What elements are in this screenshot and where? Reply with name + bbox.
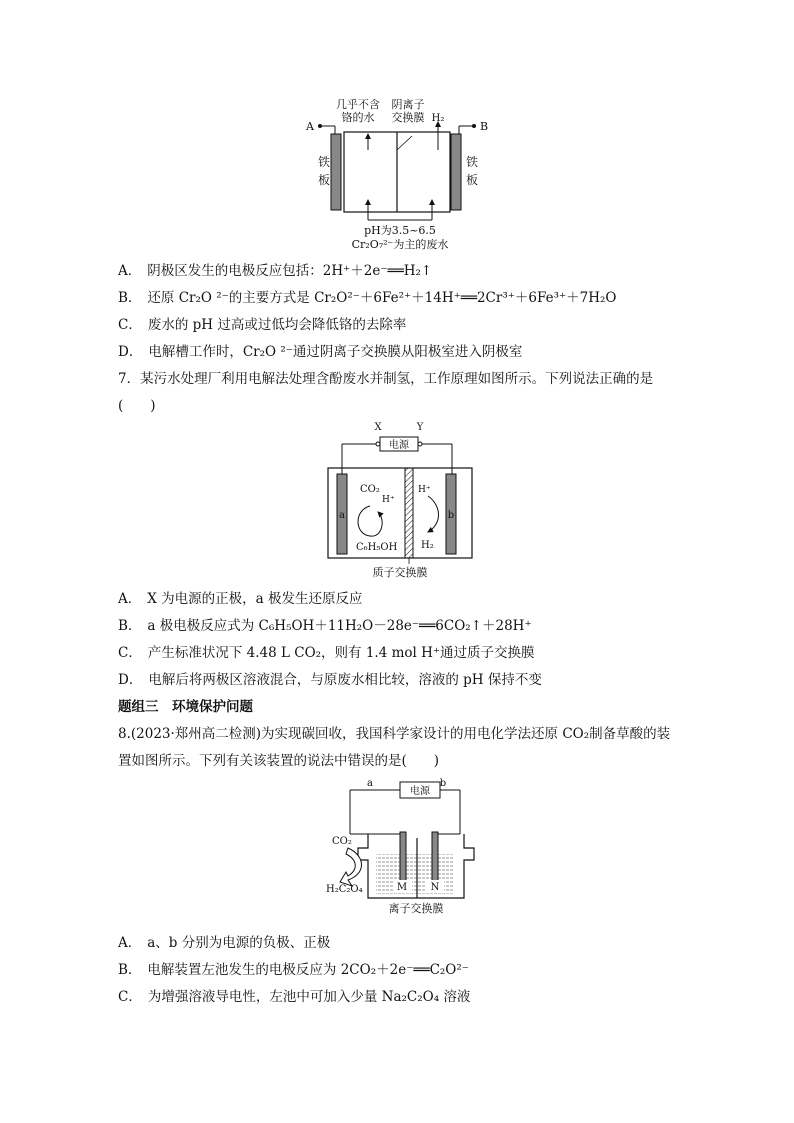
q6-option-c: C． 废水的 pH 过高或过低均会降低铬的去除率 (118, 317, 407, 333)
fig2-y-label: Y (416, 422, 424, 433)
q8-stem-line1: 8.(2023·郑州高二检测)为实现碳回收，我国科学家设计的用电化学法还原 CO₂制备草酸的装 (118, 726, 671, 742)
q6-option-a: A． 阴极区发生的电极反应包括：2H⁺＋2e⁻══H₂↑ (118, 263, 433, 279)
fig1-label-a: A (306, 120, 314, 133)
fig1-membrane-text-1: 阴离子 (391, 98, 425, 111)
fig2-h-plus-right: H⁺ (418, 485, 431, 495)
fig2-h2: H₂ (421, 540, 434, 551)
q6-option-d: D． 电解槽工作时，Cr₂O ²⁻通过阴离子交换膜从阳极室进入阴极室 (118, 344, 523, 360)
fig1-h2-label: H₂ (431, 113, 445, 124)
fig2-source-label: 电源 (389, 440, 409, 451)
fig2-a-label: a (339, 510, 345, 521)
q8-option-a: A． a、b 分别为电源的负极、正极 (118, 935, 331, 951)
figure-co2-reduction-cell (318, 776, 478, 926)
fig2-membrane-label: 质子交换膜 (372, 566, 428, 579)
fig2-proton-membrane (405, 468, 413, 558)
q7-stem: 7．某污水处理厂利用电解法处理含酚废水并制氢，工作原理如图所示。下列说法正确的是 (118, 371, 654, 387)
section-heading: 题组三 环境保护问题 (118, 699, 253, 715)
fig1-top-left-text-2: 铬的水 (341, 111, 375, 124)
fig1-label-b: B (480, 120, 489, 133)
figure-phenol-cell (320, 420, 480, 580)
q7-answer-paren: ( ) (118, 398, 156, 414)
fig1-top-left-text-1: 几乎不含 (336, 98, 380, 111)
fig1-membrane-text-2: 交换膜 (391, 111, 425, 124)
fig1-left-plate-2: 板 (317, 173, 331, 187)
fig3-oxalic: H₂C₂O₄ (326, 884, 363, 895)
fig1-right-plate-2: 板 (465, 173, 479, 187)
q7-option-c: C． 产生标准状况下 4.48 L CO₂，则有 1.4 mol H⁺通过质子交换膜 (118, 645, 535, 661)
fig2-phenol: C₆H₅OH (356, 542, 398, 553)
fig3-electrode-m (400, 832, 406, 888)
q7-option-b: B． a 极电极反应式为 C₆H₅OH＋11H₂O－28e⁻══6CO₂↑＋28H⁺ (118, 618, 532, 634)
fig2-h-plus-left: H⁺ (382, 495, 395, 505)
fig3-source-label: 电源 (410, 786, 430, 797)
fig3-membrane-label: 离子交换膜 (388, 902, 444, 915)
q7-option-d: D． 电解后将两极区溶液混合，与原废水相比较，溶液的 pH 保持不变 (118, 672, 542, 688)
fig1-left-plate-1: 铁 (317, 155, 331, 169)
fig1-right-plate-1: 铁 (465, 155, 479, 169)
q7-option-a: A． X 为电源的正极，a 极发生还原反应 (118, 591, 363, 607)
fig3-n-label: N (430, 882, 440, 893)
fig1-bottom-text-1: pH为3.5~6.5 (364, 224, 436, 237)
figure-chromium-cell (300, 92, 500, 252)
fig3-electrode-n (432, 832, 438, 888)
fig1-bottom-text-2: Cr₂O₇²⁻为主的废水 (351, 238, 449, 251)
q8-option-b: B． 电解装置左池发生的电极反应为 2CO₂＋2e⁻══C₂O²⁻ (118, 962, 469, 978)
q6-option-b: B． 还原 Cr₂O ²⁻的主要方式是 Cr₂O²⁻＋6Fe²⁺＋14H⁺══2Cr³⁺＋6Fe³⁺＋7H₂O (118, 290, 617, 306)
q8-stem-line2: 置如图所示。下列有关该装置的说法中错误的是( ) (118, 753, 440, 769)
fig3-a-label: a (367, 778, 373, 789)
fig2-x-label: X (374, 422, 382, 433)
fig1-right-iron-plate (451, 134, 461, 210)
q8-option-c: C． 为增强溶液导电性，左池中可加入少量 Na₂C₂O₄ 溶液 (118, 989, 471, 1005)
fig3-b-label: b (439, 778, 447, 789)
fig2-co2: CO₂ (360, 484, 380, 495)
fig3-co2: CO₂ (332, 836, 352, 847)
fig1-left-iron-plate (331, 134, 341, 210)
fig3-m-label: M (396, 882, 408, 893)
fig2-b-label: b (447, 510, 455, 521)
